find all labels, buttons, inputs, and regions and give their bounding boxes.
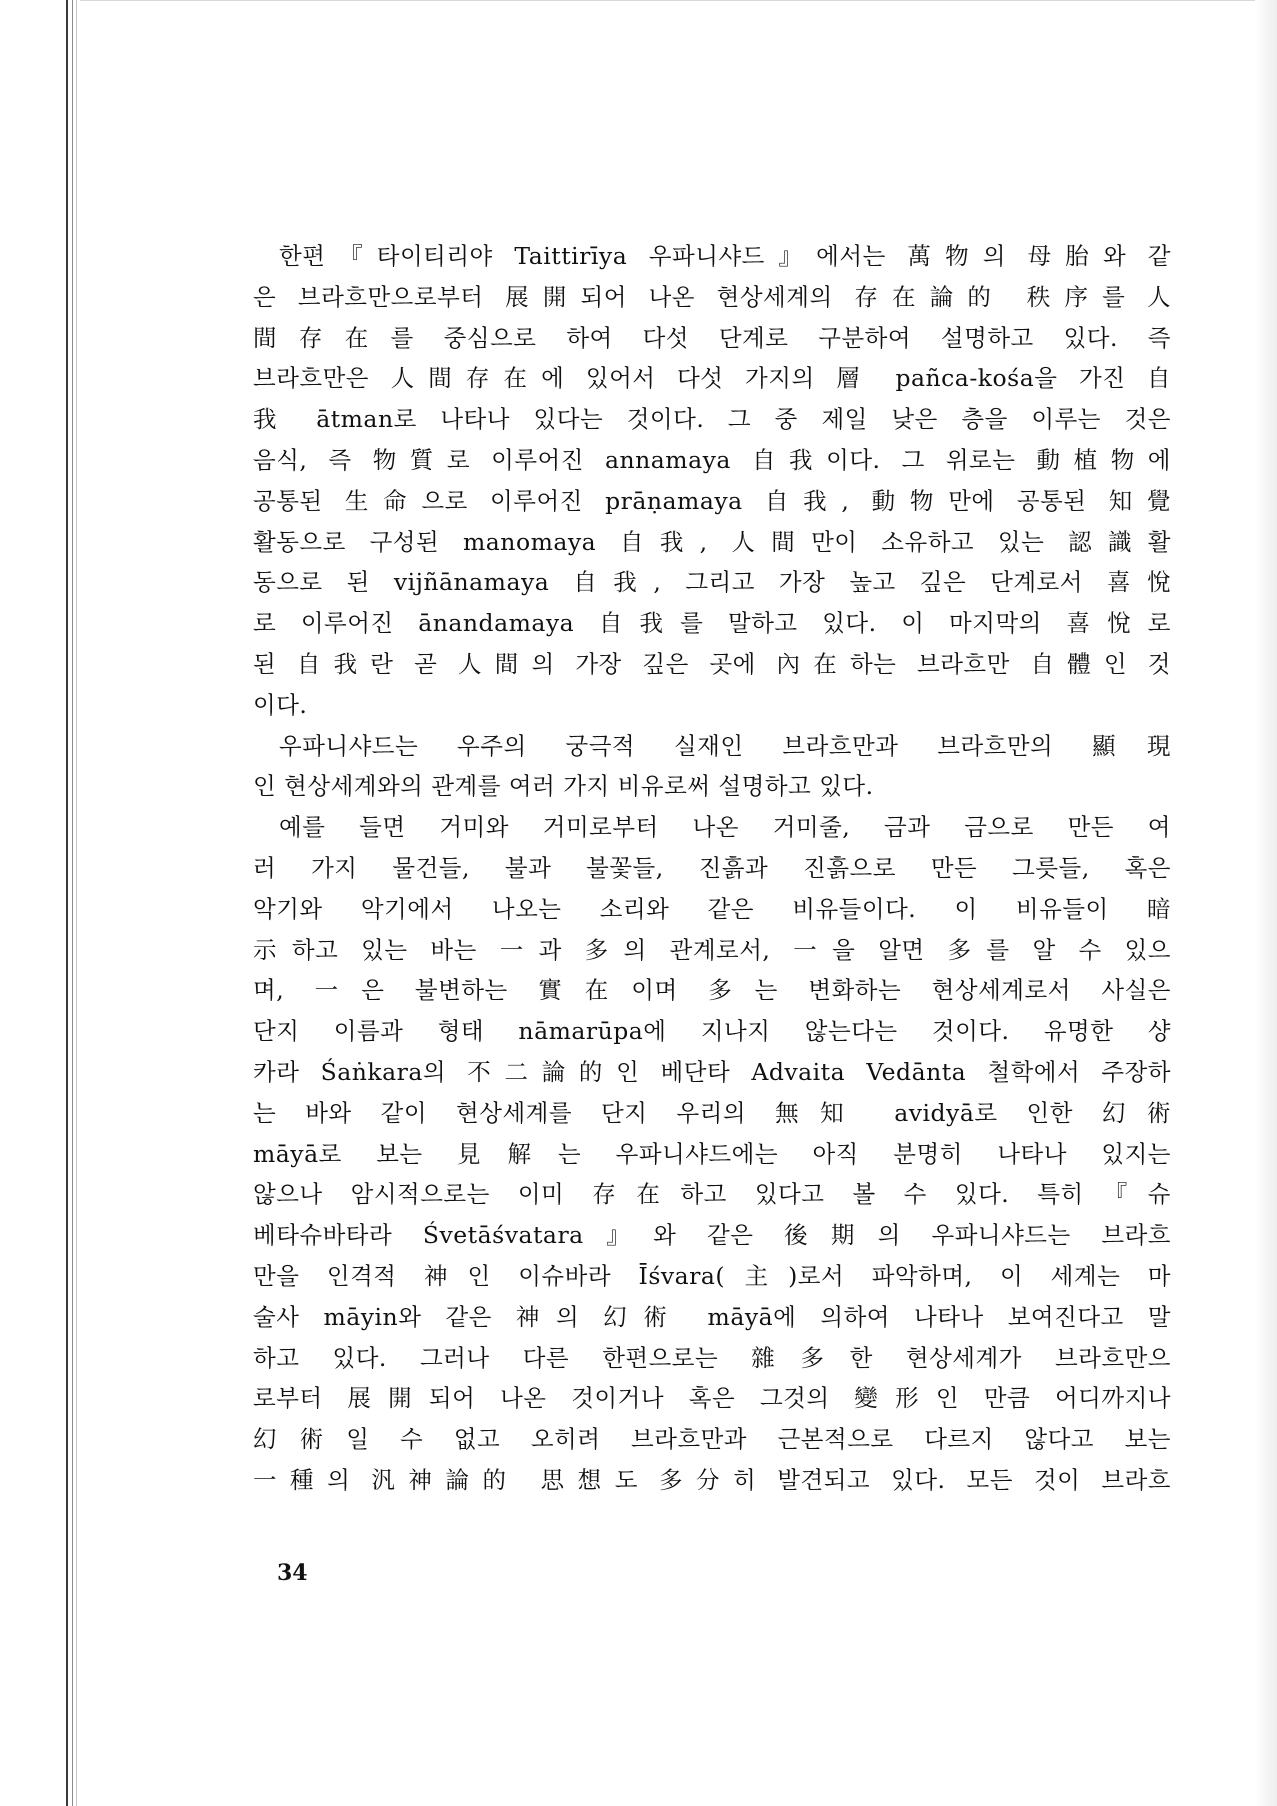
text-line: 로부터 展開되어 나온 것이거나 혹은 그것의 變形인 만큼 어디까지나 xyxy=(253,1384,1171,1413)
text-line: 않으나 암시적으로는 이미 存在하고 있다고 볼 수 있다. 특히『슈 xyxy=(253,1180,1171,1209)
page-edge-line xyxy=(76,0,77,1806)
text-line: 며, 一은 불변하는 實在이며 多는 변화하는 현상세계로서 사실은 xyxy=(253,976,1171,1005)
text-line: 카라 Śaṅkara의 不二論的인 베단타 Advaita Vedānta 철학에서 주장하 xyxy=(253,1057,1171,1086)
text-line: 이다. xyxy=(253,690,308,719)
text-line: 우파니샤드는 우주의 궁극적 실재인 브라흐만과 브라흐만의 顯現 xyxy=(279,731,1171,760)
text-line: 예를 들면 거미와 거미로부터 나온 거미줄, 금과 금으로 만든 여 xyxy=(279,813,1171,842)
text-line: 는 바와 같이 현상세계를 단지 우리의 無知 avidyā로 인한 幻術 xyxy=(253,1098,1171,1127)
text-line: māyā로 보는 見解는 우파니샤드에는 아직 분명히 나타나 있지는 xyxy=(253,1139,1171,1168)
text-line: 은 브라흐만으로부터 展開되어 나온 현상세계의 存在論的 秩序를 人 xyxy=(253,282,1171,311)
text-line: 러 가지 물건들, 불과 불꽃들, 진흙과 진흙으로 만든 그릇들, 혹은 xyxy=(253,853,1171,882)
page-right-shadow xyxy=(1255,0,1277,1806)
text-line: 間存在를 중심으로 하여 다섯 단계로 구분하여 설명하고 있다. 즉 xyxy=(253,323,1171,352)
text-line: 베타슈바타라 Śvetāśvatara』와 같은 後期의 우파니샤드는 브라흐 xyxy=(253,1221,1171,1250)
page-edge-line xyxy=(72,0,73,1806)
body-text xyxy=(253,236,1171,1501)
text-line: 악기와 악기에서 나오는 소리와 같은 비유들이다. 이 비유들이 暗 xyxy=(253,894,1171,923)
book-left-edge xyxy=(0,0,80,1806)
text-line: 활동으로 구성된 manomaya 自我, 人間만이 소유하고 있는 認識활 xyxy=(253,527,1171,556)
text-line: 브라흐만은 人間存在에 있어서 다섯 가지의 層 pañca-kośa을 가진 自 xyxy=(253,364,1171,393)
text-line: 한편『타이티리야 Taittirīya 우파니샤드』에서는 萬物의 母胎와 같 xyxy=(279,242,1171,270)
text-line: 만을 인격적 神인 이슈바라 Īśvara(主)로서 파악하며, 이 세계는 마 xyxy=(253,1261,1171,1290)
text-line: 인 현상세계와의 관계를 여러 가지 비유로써 설명하고 있다. xyxy=(253,772,874,801)
text-line: 我 ātman로 나타나 있다는 것이다. 그 중 제일 낮은 층을 이루는 것은 xyxy=(253,405,1171,434)
text-line: 하고 있다. 그러나 다른 한편으로는 雜多한 현상세계가 브라흐만으 xyxy=(253,1343,1171,1372)
text-line: 示하고 있는 바는 一과 多의 관계로서, 一을 알면 多를 알 수 있으 xyxy=(253,935,1171,964)
page-number: 34 xyxy=(277,1560,308,1586)
text-line: 幻術일 수 없고 오히려 브라흐만과 근본적으로 다르지 않다고 보는 xyxy=(253,1425,1171,1454)
text-line: 로 이루어진 ānandamaya 自我를 말하고 있다. 이 마지막의 喜悅로 xyxy=(253,609,1171,638)
page-top-border xyxy=(80,0,1277,1)
text-line: 공통된 生命으로 이루어진 prāṇamaya 自我, 動物만에 공통된 知覺 xyxy=(253,486,1171,515)
book-page xyxy=(80,0,1277,1806)
text-line: 음식, 즉 物質로 이루어진 annamaya 自我이다. 그 위로는 動植物에 xyxy=(253,445,1171,474)
text-line: 동으로 된 vijñānamaya 自我, 그리고 가장 높고 깊은 단계로서 喜悅 xyxy=(253,568,1171,597)
text-line: 술사 māyin와 같은 神의 幻術 māyā에 의하여 나타나 보여진다고 말 xyxy=(253,1302,1171,1331)
text-line: 一種의 汎神論的 思想도 多分히 발견되고 있다. 모든 것이 브라흐 xyxy=(253,1465,1171,1494)
text-line: 된 自我란 곧 人間의 가장 깊은 곳에 內在하는 브라흐만 自體인 것 xyxy=(253,649,1171,678)
page-edge-line xyxy=(66,0,68,1806)
text-line: 단지 이름과 형태 nāmarūpa에 지나지 않는다는 것이다. 유명한 샹 xyxy=(253,1017,1171,1046)
